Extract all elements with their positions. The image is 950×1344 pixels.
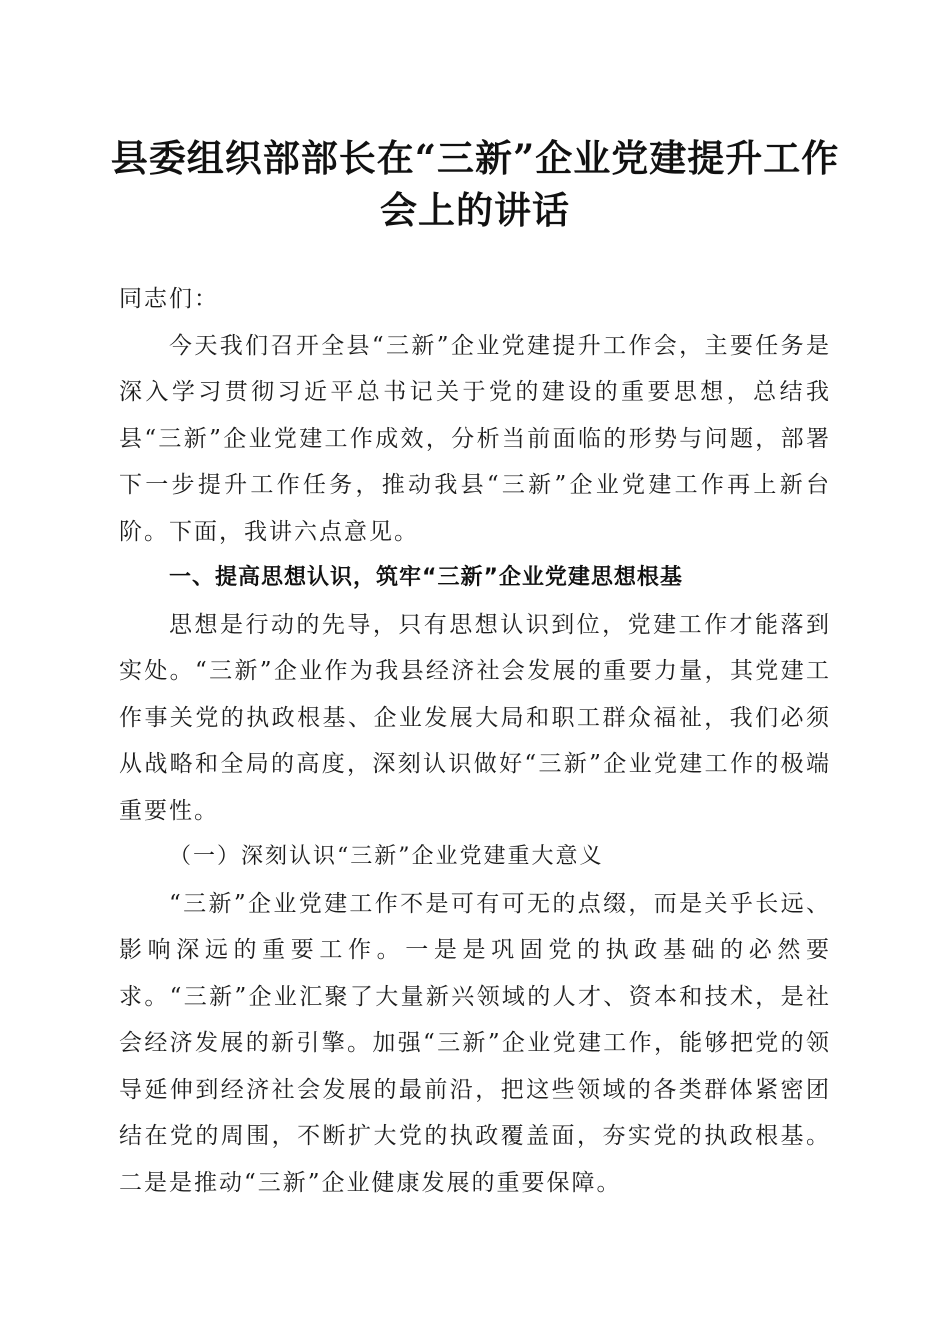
document-title: [100, 132, 850, 236]
section-1-heading: 一、提高思想认识，筑牢“三新”企业党建思想根基: [169, 565, 683, 590]
title-line-1: 县委组织部部长在“三新”企业党建提升工作: [110, 136, 840, 180]
section-1-paragraph: 思想是行动的先导，只有思想认识到位，党建工作才能落到实处。“三新”企业作为我县经济社会发展的重要力量，其党建工作事关党的执政根基、企业发展大局和职工群众福祉，我们必须从战略和全局的高度，深刻认识做好“三新”企业党建工作的极端重要性。: [119, 611, 831, 824]
subsection-1-paragraph: “三新”企业党建工作不是可有可无的点缀，而是关乎长远、影响深远的重要工作。一是是巩固党的执政基础的必然要求。“三新”企业汇聚了大量新兴领域的人才、资本和技术，是社会经济发展的新引擎。加强“三新”企业党建工作，能够把党的领导延伸到经济社会发展的最前沿，把这些领域的各类群体紧密团结在党的周围，不断扩大党的执政覆盖面，夯实党的执政根基。二是是推动“三新”企业健康发展的重要保障。: [119, 890, 831, 1196]
salutation: 同志们：: [119, 286, 219, 312]
subsection-1-heading: （一）深刻认识“三新”企业党建重大意义: [169, 844, 604, 869]
document-body: [119, 276, 831, 1206]
intro-paragraph: 今天我们召开全县“三新”企业党建提升工作会，主要任务是深入学习贯彻习近平总书记关于党的建设的重要思想，总结我县“三新”企业党建工作成效，分析当前面临的形势与问题，部署下一步提升工作任务，推动我县“三新”企业党建工作再上新台阶。下面，我讲六点意见。: [119, 332, 831, 545]
title-line-2: 会上的讲话: [380, 188, 570, 232]
